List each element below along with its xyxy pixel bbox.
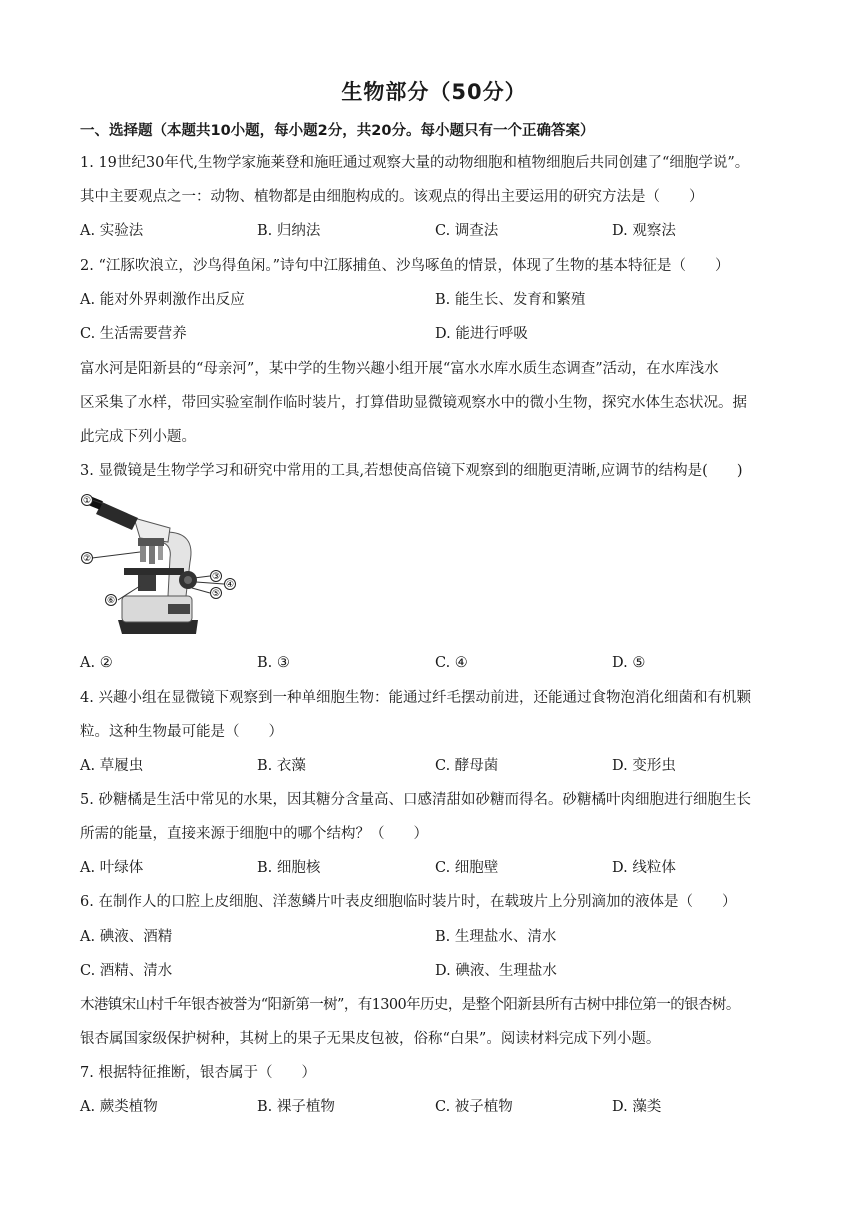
question-1-line-1: 1. 19世纪30年代,生物学家施莱登和施旺通过观察大量的动物细胞和植物细胞后共同创建了“细胞学说”。 xyxy=(80,155,750,171)
q7-option-a: A. 蕨类植物 xyxy=(80,1099,158,1115)
q2-option-c: C. 生活需要营养 xyxy=(80,326,187,342)
q1-option-a: A. 实验法 xyxy=(80,223,144,239)
figure-label-5: ⑤ xyxy=(211,589,221,599)
q6-option-b: B. 生理盐水、清水 xyxy=(435,929,557,945)
q6-option-c: C. 酒精、清水 xyxy=(80,963,173,979)
q3-option-c: C. ④ xyxy=(435,655,468,671)
q6-option-d: D. 碘液、生理盐水 xyxy=(435,963,557,979)
question-6-line-1: 6. 在制作人的口腔上皮细胞、洋葱鳞片叶表皮细胞临时装片时，在载玻片上分别滴加的液体是（ ） xyxy=(80,894,737,910)
page-title: 生物部分（50分） xyxy=(341,80,527,104)
q2-option-b: B. 能生长、发育和繁殖 xyxy=(435,292,586,308)
q5-option-b: B. 细胞核 xyxy=(257,860,321,876)
q3-option-a: A. ② xyxy=(80,655,113,671)
material-2-line-2: 银杏属国家级保护树种，其树上的果子无果皮包被，俗称“白果”。阅读材料完成下列小题。 xyxy=(80,1031,661,1047)
material-1-line-3: 此完成下列小题。 xyxy=(80,429,196,445)
question-3-line-1: 3. 显微镜是生物学学习和研究中常用的工具,若想使高倍镜下观察到的细胞更清晰,应调节的结构是( ) xyxy=(80,463,743,479)
q1-option-d: D. 观察法 xyxy=(612,223,676,239)
question-1-line-2: 其中主要观点之一：动物、植物都是由细胞构成的。该观点的得出主要运用的研究方法是（ ） xyxy=(80,189,704,205)
q5-option-a: A. 叶绿体 xyxy=(80,860,144,876)
q5-option-d: D. 线粒体 xyxy=(612,860,676,876)
q3-option-d: D. ⑤ xyxy=(612,655,646,671)
material-1-line-1: 富水河是阳新县的“母亲河”，某中学的生物兴趣小组开展“富水水库水质生态调查”活动，在水库浅水 xyxy=(80,361,719,377)
q5-option-c: C. 细胞壁 xyxy=(435,860,499,876)
material-2-line-1: 木港镇宋山村千年银杏被誉为“阳新第一树”，有1300年历史，是整个阳新县所有古树中排位第一的银杏树。 xyxy=(80,997,740,1013)
q4-option-c: C. 酵母菌 xyxy=(435,758,499,774)
figure-label-3: ③ xyxy=(211,572,221,582)
figure-label-1: ① xyxy=(82,496,92,506)
microscope-figure xyxy=(78,492,248,642)
question-4-line-2: 粒。这种生物最可能是（ ） xyxy=(80,724,283,740)
q4-option-a: A. 草履虫 xyxy=(80,758,144,774)
q4-option-d: D. 变形虫 xyxy=(612,758,676,774)
figure-label-6: ⑥ xyxy=(106,596,116,606)
eyepiece xyxy=(96,502,138,530)
q1-option-c: C. 调查法 xyxy=(435,223,499,239)
microscope-stage xyxy=(124,568,184,575)
material-1-line-2: 区采集了水样，带回实验室制作临时装片，打算借助显微镜观察水中的微小生物，探究水体生态状况。据 xyxy=(80,395,747,411)
q2-option-a: A. 能对外界刺激作出反应 xyxy=(80,292,245,308)
q7-option-c: C. 被子植物 xyxy=(435,1099,513,1115)
q7-option-d: D. 藻类 xyxy=(612,1099,662,1115)
q4-option-b: B. 衣藻 xyxy=(257,758,306,774)
section-heading: 一、选择题（本题共10小题，每小题2分，共20分。每小题只有一个正确答案） xyxy=(80,123,595,139)
q3-option-b: B. ③ xyxy=(257,655,290,671)
question-2-line-1: 2. “江豚吹浪立，沙鸟得鱼闲。”诗句中江豚捕鱼、沙鸟啄鱼的情景，体现了生物的基本特征是（ ） xyxy=(80,258,730,274)
q1-option-b: B. 归纳法 xyxy=(257,223,321,239)
nosepiece xyxy=(138,538,164,546)
q2-option-d: D. 能进行呼吸 xyxy=(435,326,528,342)
q7-option-b: B. 裸子植物 xyxy=(257,1099,335,1115)
figure-label-2: ② xyxy=(82,554,92,564)
question-5-line-1: 5. 砂糖橘是生活中常见的水果，因其糖分含量高、口感清甜如砂糖而得名。砂糖橘叶肉细胞进行细胞生长 xyxy=(80,792,751,808)
figure-label-4: ④ xyxy=(225,580,235,590)
q6-option-a: A. 碘液、酒精 xyxy=(80,929,173,945)
question-7-line-1: 7. 根据特征推断，银杏属于（ ） xyxy=(80,1065,316,1081)
question-5-line-2: 所需的能量，直接来源于细胞中的哪个结构？（ ） xyxy=(80,826,428,842)
question-4-line-1: 4. 兴趣小组在显微镜下观察到一种单细胞生物：能通过纤毛摆动前进，还能通过食物泡消化细菌和有机颗 xyxy=(80,690,751,706)
